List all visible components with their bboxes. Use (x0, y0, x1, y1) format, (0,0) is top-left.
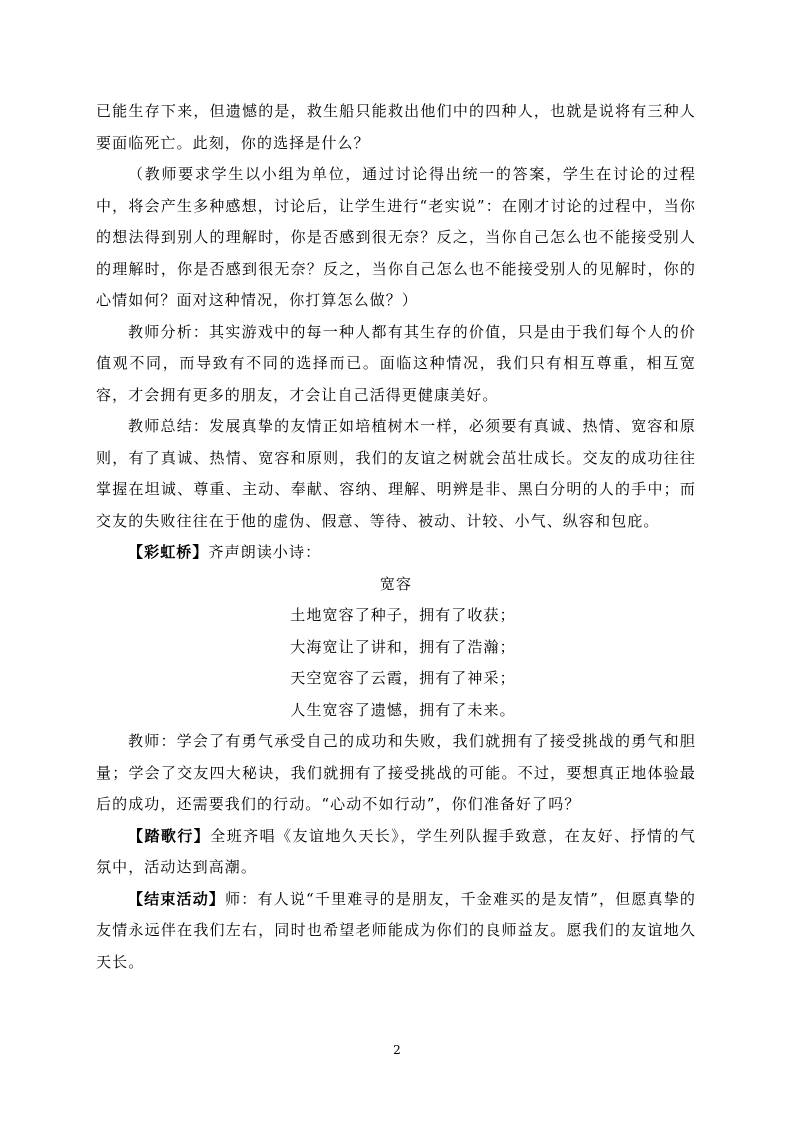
paragraph-ending (96, 884, 696, 979)
poem-line: 天空宽容了云霞，拥有了神采； (290, 669, 516, 687)
paragraph-teacher-encouragement: 教师：学会了有勇气承受自己的成功和失败，我们就拥有了接受挑战的勇气和胆量；学会了交友四大秘诀，我们就拥有了接受挑战的可能。不过，要想真正地体验最后的成功，还需要我们的行动。“心动不如行动”，你们准备好了吗？ (96, 732, 696, 813)
paragraph-teacher-instruction: （教师要求学生以小组为单位，通过讨论得出统一的答案，学生在讨论的过程中，将会产生多种感想，讨论后，让学生进行“老实说”：在刚才讨论的过程中，当你的想法得到别人的理解时，你是否感到很无奈？反之，当你自己怎么也不能接受别人的理解时，你是否感到很无奈？反之，当你自己怎么也不能接受别人的见解时，你的心情如何？面对这种情况，你打算怎么做？） (96, 165, 696, 309)
poem-line: 大海宽让了讲和，拥有了浩瀚； (290, 637, 516, 656)
document-body (96, 96, 696, 978)
poem-title: 宽容 (379, 574, 413, 593)
poem-line: 人生宽容了遗憾，拥有了未来。 (290, 700, 516, 719)
paragraph-rainbow-bridge (96, 537, 696, 569)
paragraph-survival-choice: 已能生存下来，但遗憾的是，救生船只能救出他们中的四种人，也就是说将有三种人要面临死亡。此刻，你的选择是什么？ (96, 102, 696, 152)
ending-text: 师：有人说“千里难寻的是朋友，千金难买的是友情”，但愿真挚的友情永远伴在我们左右，同时也希望老师能成为你们的良师益友。愿我们的友谊地久天长。 (96, 889, 696, 971)
section-label-ending: 【结束活动】 (128, 889, 226, 908)
paragraph-teacher-analysis: 教师分析：其实游戏中的每一种人都有其生存的价值，只是由于我们每个人的价值观不同，而导致有不同的选择而已。面临这种情况，我们只有相互尊重，相互宽容，才会拥有更多的朋友，才会让自己活得更健康美好。 (96, 322, 696, 404)
section-label-song: 【踏歌行】 (128, 826, 211, 845)
rainbow-text: 齐声朗读小诗： (208, 543, 322, 561)
page-number: 2 (393, 1043, 401, 1057)
paragraph-teacher-summary: 教师总结：发展真挚的友情正如培植树木一样，必须要有真诚、热情、宽容和原则，有了真诚、热情、宽容和原则，我们的友谊之树就会茁壮成长。交友的成功往往掌握在坦诚、尊重、主动、奉献、容纳、理解、明辨是非、黑白分明的人的手中；而交友的失败往往在于他的虚伪、假意、等待、被动、计较、小气、纵容和包庇。 (96, 417, 696, 530)
section-label-rainbow: 【彩虹桥】 (128, 543, 209, 561)
poem (96, 569, 696, 727)
song-text: 全班齐唱《友谊地久天长》，学生列队握手致意，在友好、抒情的气氛中，活动达到高潮。 (96, 826, 696, 876)
poem-line: 土地宽容了种子，拥有了收获； (290, 606, 516, 624)
paragraph-song (96, 821, 696, 884)
